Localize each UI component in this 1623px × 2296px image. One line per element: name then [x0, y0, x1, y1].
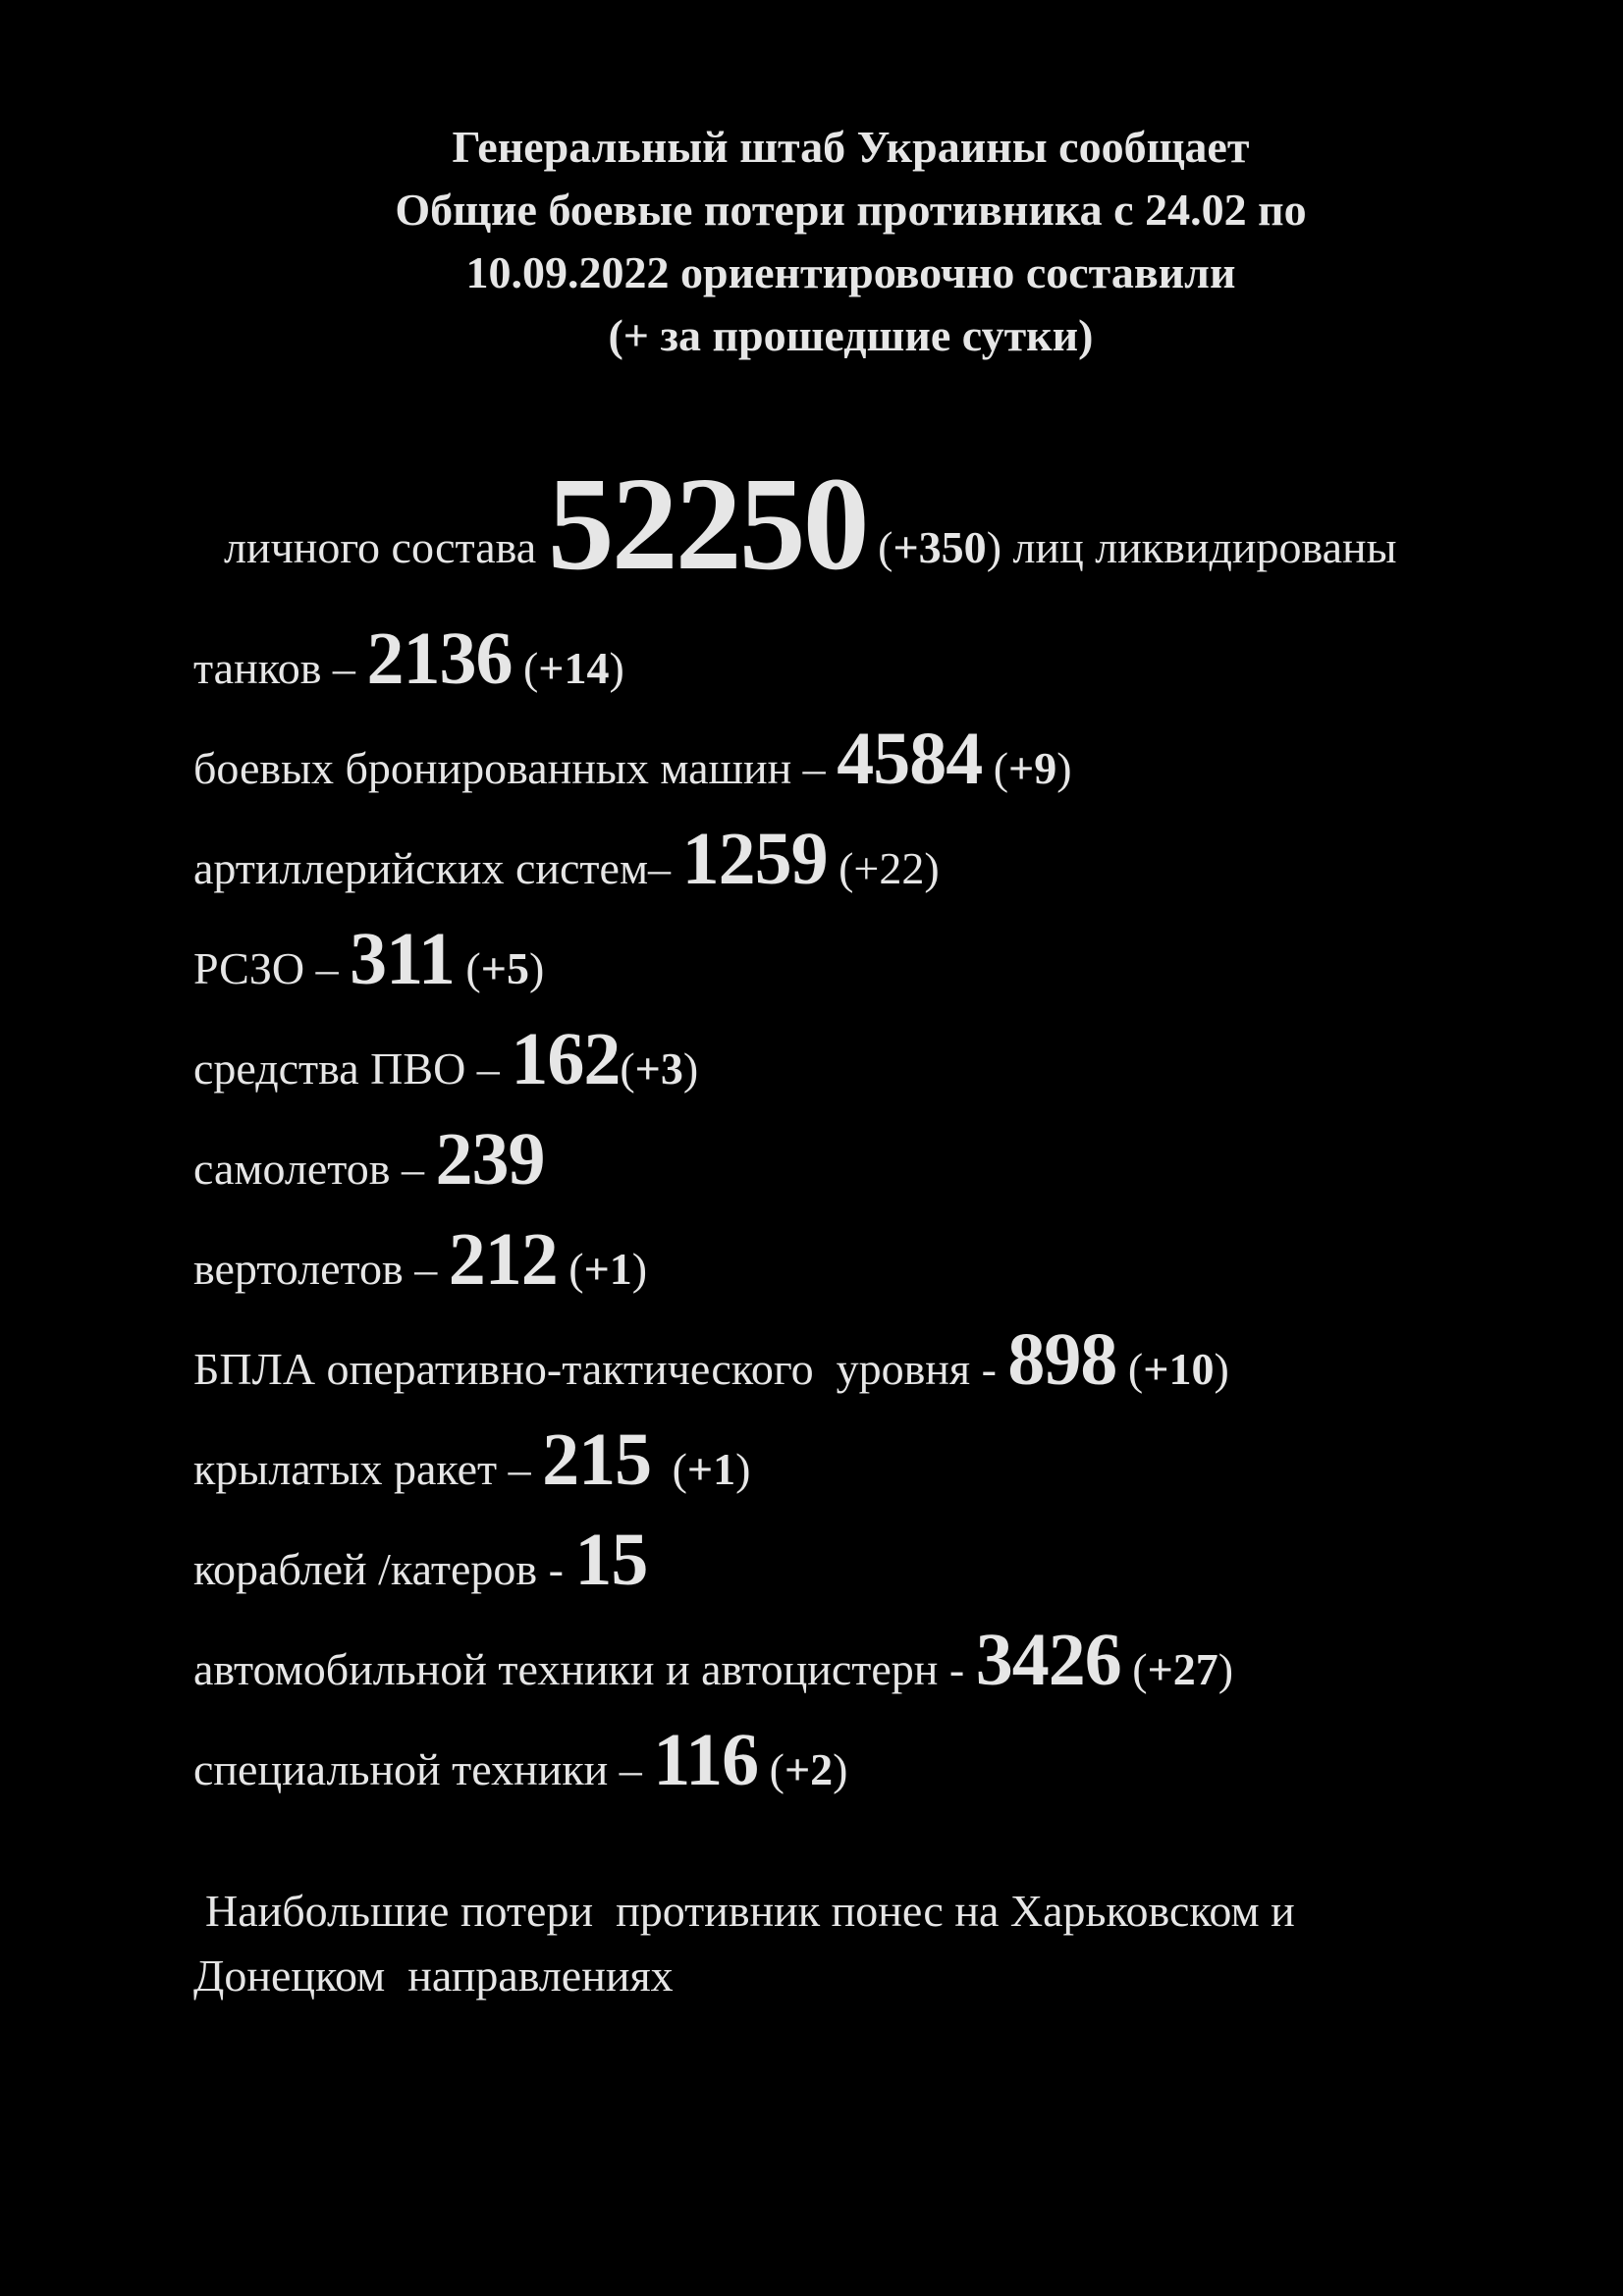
- loss-value: 1259: [681, 818, 828, 900]
- personnel-label: личного состава: [224, 522, 537, 572]
- loss-label: специальной техники –: [193, 1744, 642, 1794]
- header-line-3: 10.09.2022 ориентировочно составили: [465, 247, 1236, 297]
- loss-delta: (+10): [1127, 1344, 1229, 1394]
- loss-value: 212: [448, 1218, 558, 1301]
- loss-value: 116: [653, 1719, 759, 1801]
- loss-value: 3426: [975, 1619, 1121, 1701]
- personnel-delta: (+350): [878, 522, 1002, 572]
- loss-delta: (+1): [672, 1444, 751, 1494]
- loss-delta: (+9): [993, 743, 1072, 793]
- loss-label: самолетов –: [193, 1144, 424, 1194]
- loss-value: 215: [542, 1418, 652, 1501]
- loss-label: автомобильной техники и автоцистерн -: [193, 1644, 965, 1694]
- header-line-4: (+ за прошедшие сутки): [608, 310, 1094, 360]
- loss-value: 2136: [366, 617, 513, 700]
- loss-label: крылатых ракет –: [193, 1444, 531, 1494]
- report-header: [0, 116, 1623, 367]
- loss-row-cruise-missiles: [193, 1417, 750, 1503]
- loss-delta: (+27): [1132, 1644, 1234, 1694]
- report-footer: [193, 1879, 1470, 2008]
- loss-value: 898: [1007, 1318, 1117, 1401]
- loss-label: танков –: [193, 643, 355, 693]
- loss-delta: (+22): [839, 843, 940, 893]
- loss-label: кораблей /катеров -: [193, 1544, 564, 1594]
- loss-value: 162: [511, 1018, 621, 1100]
- loss-label: БПЛА оперативно-тактического уровня -: [193, 1344, 997, 1394]
- loss-delta: (+2): [769, 1744, 848, 1794]
- loss-row-ships: [193, 1518, 647, 1603]
- loss-row-armored-vehicles: [193, 717, 1072, 802]
- loss-delta: (+3): [620, 1043, 699, 1094]
- loss-row-artillery: [193, 817, 940, 902]
- footer-line-2: Донецком направлениях: [193, 1950, 674, 2001]
- loss-row-tanks: [193, 616, 624, 702]
- loss-row-aircraft: [193, 1117, 545, 1202]
- personnel-value: 52250: [547, 451, 867, 598]
- loss-delta: (+5): [465, 943, 545, 993]
- loss-label: артиллерийских систем–: [193, 843, 672, 893]
- loss-value: 239: [435, 1118, 545, 1201]
- loss-row-vehicles-tankers: [193, 1618, 1233, 1703]
- loss-label: РСЗО –: [193, 943, 339, 993]
- loss-row-air-defense: [193, 1017, 698, 1102]
- loss-value: 311: [350, 918, 455, 1000]
- header-line-2: Общие боевые потери противника с 24.02 по: [395, 185, 1307, 235]
- loss-row-helicopters: [193, 1217, 647, 1303]
- header-line-1: Генеральный штаб Украины сообщает: [452, 122, 1250, 172]
- loss-label: средства ПВО –: [193, 1043, 500, 1094]
- loss-row-uav: [193, 1317, 1229, 1403]
- loss-row-special-equipment: [193, 1718, 847, 1803]
- loss-label: вертолетов –: [193, 1244, 438, 1294]
- loss-row-mlrs: [193, 917, 544, 1002]
- loss-value: 4584: [837, 718, 983, 800]
- footer-line-1: Наибольшие потери противник понес на Харьковском и: [205, 1886, 1295, 1936]
- personnel-label-after: лиц ликвидированы: [1012, 522, 1397, 572]
- loss-delta: (+1): [568, 1244, 648, 1294]
- personnel-losses: [224, 448, 1397, 601]
- loss-delta: (+14): [522, 643, 624, 693]
- loss-label: боевых бронированных машин –: [193, 743, 826, 793]
- loss-value: 15: [574, 1519, 648, 1601]
